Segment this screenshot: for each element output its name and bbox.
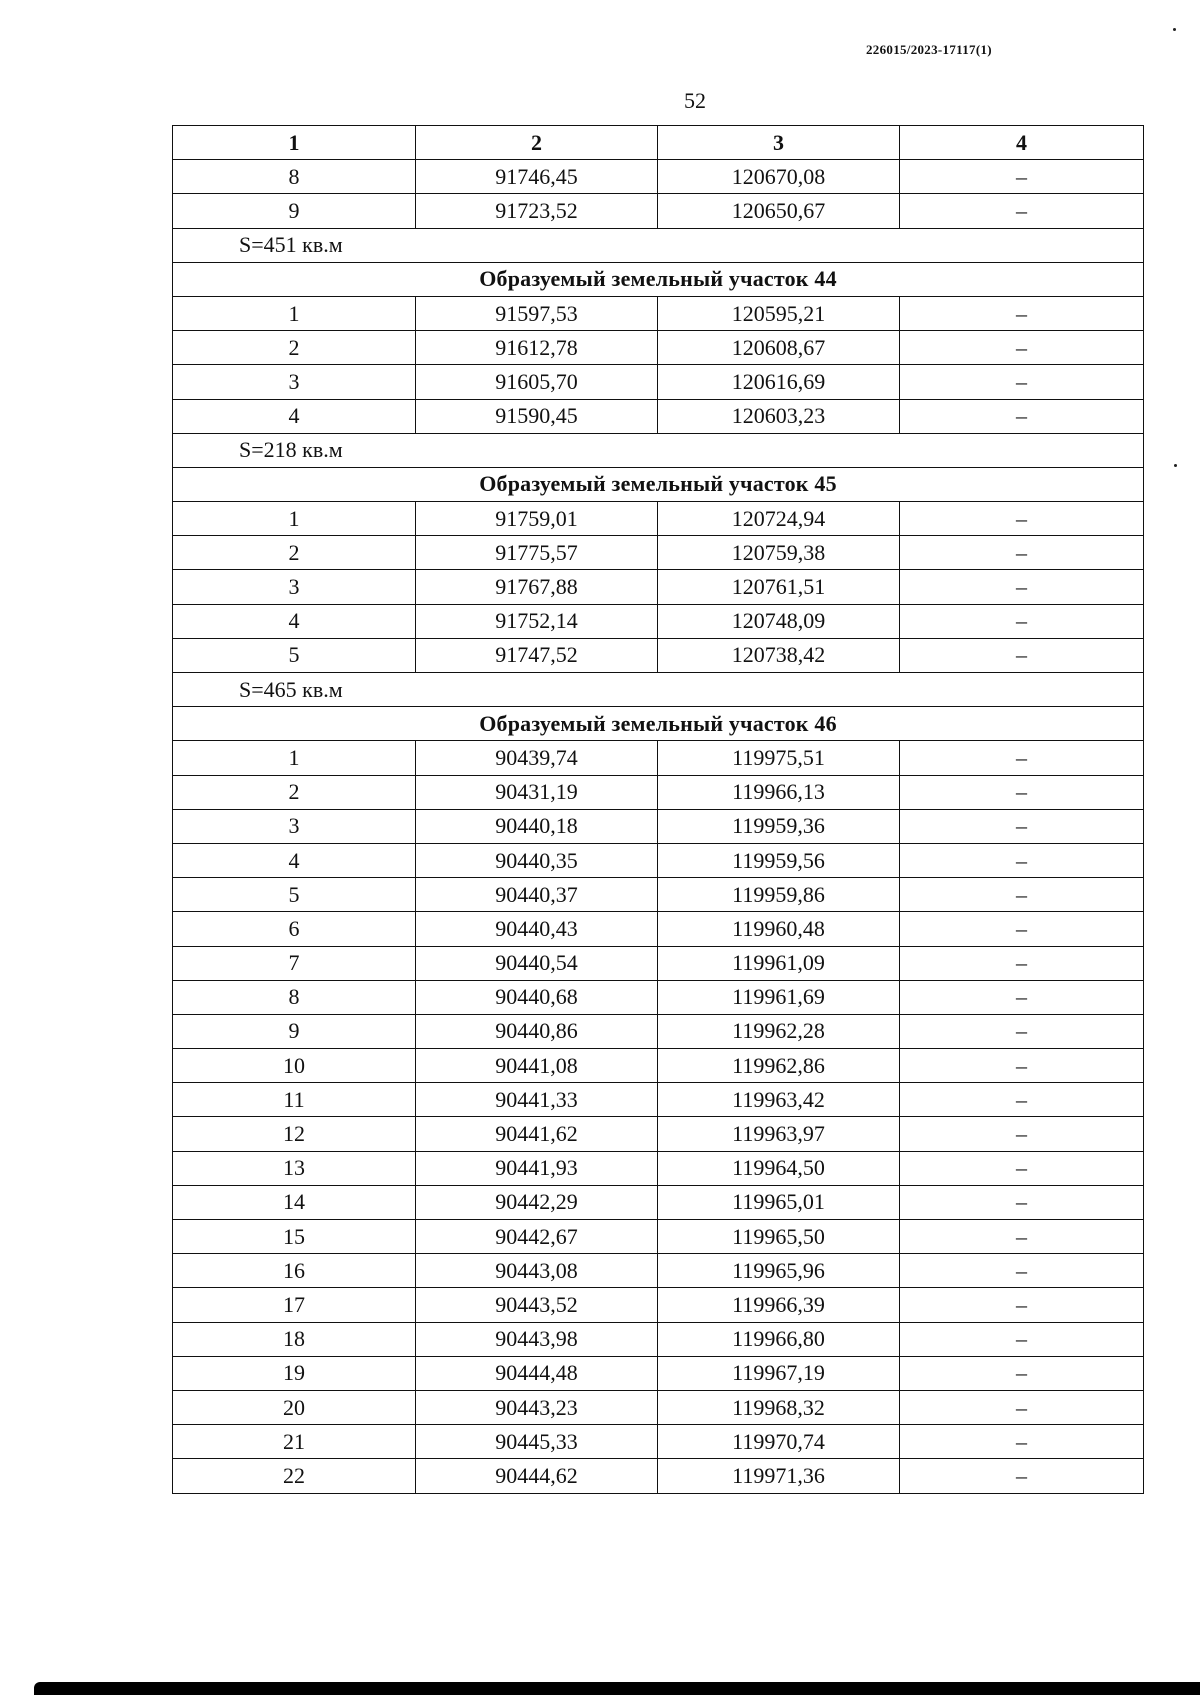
note-cell: – (900, 1049, 1144, 1083)
point-number-cell: 5 (173, 638, 416, 672)
x-coordinate-cell: 91767,88 (416, 570, 658, 604)
point-number-cell: 9 (173, 194, 416, 228)
x-coordinate-cell: 90440,54 (416, 946, 658, 980)
x-coordinate-cell: 90440,43 (416, 912, 658, 946)
note-cell: – (900, 1356, 1144, 1390)
x-coordinate-cell: 90441,33 (416, 1083, 658, 1117)
x-coordinate-cell: 90440,35 (416, 843, 658, 877)
y-coordinate-cell: 119959,86 (658, 878, 900, 912)
point-number-cell: 4 (173, 399, 416, 433)
table-row (173, 1356, 1144, 1390)
y-coordinate-cell: 119967,19 (658, 1356, 900, 1390)
table-row (173, 1425, 1144, 1459)
scan-bottom-edge (34, 1682, 1200, 1695)
note-cell: – (900, 809, 1144, 843)
parcel-section-title: Образуемый земельный участок 46 (173, 707, 1144, 741)
note-cell: – (900, 1151, 1144, 1185)
y-coordinate-cell: 119965,01 (658, 1185, 900, 1219)
x-coordinate-cell: 90444,62 (416, 1459, 658, 1493)
y-coordinate-cell: 119968,32 (658, 1390, 900, 1424)
y-coordinate-cell: 120608,67 (658, 331, 900, 365)
note-cell: – (900, 502, 1144, 536)
y-coordinate-cell: 119966,80 (658, 1322, 900, 1356)
table-row (173, 1220, 1144, 1254)
note-cell: – (900, 365, 1144, 399)
y-coordinate-cell: 119965,96 (658, 1254, 900, 1288)
x-coordinate-cell: 90440,37 (416, 878, 658, 912)
point-number-cell: 3 (173, 570, 416, 604)
note-cell: – (900, 843, 1144, 877)
x-coordinate-cell: 91597,53 (416, 296, 658, 330)
table-row (173, 1322, 1144, 1356)
y-coordinate-cell: 119961,09 (658, 946, 900, 980)
x-coordinate-cell: 90442,67 (416, 1220, 658, 1254)
y-coordinate-cell: 120724,94 (658, 502, 900, 536)
table-row (173, 878, 1144, 912)
point-number-cell: 21 (173, 1425, 416, 1459)
x-coordinate-cell: 90441,08 (416, 1049, 658, 1083)
y-coordinate-cell: 119965,50 (658, 1220, 900, 1254)
area-row (173, 673, 1144, 707)
note-cell: – (900, 775, 1144, 809)
note-cell: – (900, 1117, 1144, 1151)
table-body (173, 160, 1144, 1493)
note-cell: – (900, 570, 1144, 604)
note-cell: – (900, 194, 1144, 228)
y-coordinate-cell: 120595,21 (658, 296, 900, 330)
x-coordinate-cell: 90442,29 (416, 1185, 658, 1219)
x-coordinate-cell: 91747,52 (416, 638, 658, 672)
point-number-cell: 3 (173, 365, 416, 399)
y-coordinate-cell: 119963,97 (658, 1117, 900, 1151)
area-row (173, 433, 1144, 467)
y-coordinate-cell: 119970,74 (658, 1425, 900, 1459)
note-cell: – (900, 741, 1144, 775)
note-cell: – (900, 912, 1144, 946)
note-cell: – (900, 878, 1144, 912)
point-number-cell: 4 (173, 604, 416, 638)
y-coordinate-cell: 120670,08 (658, 160, 900, 194)
point-number-cell: 2 (173, 536, 416, 570)
y-coordinate-cell: 120761,51 (658, 570, 900, 604)
note-cell: – (900, 1288, 1144, 1322)
table-row (173, 946, 1144, 980)
y-coordinate-cell: 119961,69 (658, 980, 900, 1014)
x-coordinate-cell: 90440,18 (416, 809, 658, 843)
note-cell: – (900, 296, 1144, 330)
y-coordinate-cell: 120738,42 (658, 638, 900, 672)
point-number-cell: 14 (173, 1185, 416, 1219)
point-number-cell: 1 (173, 296, 416, 330)
note-cell: – (900, 1083, 1144, 1117)
x-coordinate-cell: 90441,62 (416, 1117, 658, 1151)
note-cell: – (900, 331, 1144, 365)
section-title-row (173, 262, 1144, 296)
note-cell: – (900, 1185, 1144, 1219)
y-coordinate-cell: 119959,56 (658, 843, 900, 877)
column-header-4: 4 (900, 126, 1144, 160)
point-number-cell: 18 (173, 1322, 416, 1356)
parcel-area-label: S=465 кв.м (173, 673, 1144, 707)
table-row (173, 980, 1144, 1014)
point-number-cell: 12 (173, 1117, 416, 1151)
x-coordinate-cell: 91746,45 (416, 160, 658, 194)
y-coordinate-cell: 119962,86 (658, 1049, 900, 1083)
point-number-cell: 4 (173, 843, 416, 877)
y-coordinate-cell: 119960,48 (658, 912, 900, 946)
x-coordinate-cell: 90445,33 (416, 1425, 658, 1459)
area-row (173, 228, 1144, 262)
y-coordinate-cell: 119975,51 (658, 741, 900, 775)
y-coordinate-cell: 119971,36 (658, 1459, 900, 1493)
x-coordinate-cell: 90443,08 (416, 1254, 658, 1288)
point-number-cell: 3 (173, 809, 416, 843)
point-number-cell: 15 (173, 1220, 416, 1254)
y-coordinate-cell: 120616,69 (658, 365, 900, 399)
y-coordinate-cell: 120759,38 (658, 536, 900, 570)
note-cell: – (900, 1425, 1144, 1459)
point-number-cell: 10 (173, 1049, 416, 1083)
y-coordinate-cell: 120748,09 (658, 604, 900, 638)
point-number-cell: 16 (173, 1254, 416, 1288)
table-row (173, 1083, 1144, 1117)
note-cell: – (900, 399, 1144, 433)
x-coordinate-cell: 90444,48 (416, 1356, 658, 1390)
point-number-cell: 2 (173, 331, 416, 365)
point-number-cell: 6 (173, 912, 416, 946)
point-number-cell: 11 (173, 1083, 416, 1117)
table-row (173, 1117, 1144, 1151)
parcel-area-label: S=451 кв.м (173, 228, 1144, 262)
note-cell: – (900, 1220, 1144, 1254)
point-number-cell: 8 (173, 160, 416, 194)
x-coordinate-cell: 91605,70 (416, 365, 658, 399)
point-number-cell: 17 (173, 1288, 416, 1322)
point-number-cell: 9 (173, 1014, 416, 1048)
coordinates-table (172, 125, 1144, 1494)
table-row (173, 775, 1144, 809)
point-number-cell: 2 (173, 775, 416, 809)
table-row (173, 843, 1144, 877)
point-number-cell: 8 (173, 980, 416, 1014)
point-number-cell: 22 (173, 1459, 416, 1493)
parcel-area-label: S=218 кв.м (173, 433, 1144, 467)
note-cell: – (900, 1322, 1144, 1356)
x-coordinate-cell: 90439,74 (416, 741, 658, 775)
scan-speck-middle (1174, 464, 1177, 467)
parcel-section-title: Образуемый земельный участок 45 (173, 467, 1144, 501)
document-registration-number: 226015/2023-17117(1) (866, 42, 992, 57)
x-coordinate-cell: 91775,57 (416, 536, 658, 570)
section-title-row (173, 707, 1144, 741)
table-row (173, 741, 1144, 775)
y-coordinate-cell: 119966,39 (658, 1288, 900, 1322)
note-cell: – (900, 160, 1144, 194)
y-coordinate-cell: 119962,28 (658, 1014, 900, 1048)
section-title-row (173, 467, 1144, 501)
x-coordinate-cell: 91759,01 (416, 502, 658, 536)
table-row (173, 1014, 1144, 1048)
table-row (173, 1459, 1144, 1493)
table-row (173, 604, 1144, 638)
table-row (173, 1254, 1144, 1288)
table-row (173, 1288, 1144, 1322)
point-number-cell: 13 (173, 1151, 416, 1185)
page-number: 52 (684, 88, 706, 113)
table-row (173, 399, 1144, 433)
table-row (173, 1049, 1144, 1083)
y-coordinate-cell: 119963,42 (658, 1083, 900, 1117)
x-coordinate-cell: 90443,52 (416, 1288, 658, 1322)
y-coordinate-cell: 120603,23 (658, 399, 900, 433)
note-cell: – (900, 980, 1144, 1014)
x-coordinate-cell: 91752,14 (416, 604, 658, 638)
column-header-3: 3 (658, 126, 900, 160)
scan-speck-top (1173, 28, 1176, 31)
point-number-cell: 1 (173, 741, 416, 775)
table-row (173, 194, 1144, 228)
table-row (173, 912, 1144, 946)
x-coordinate-cell: 90440,86 (416, 1014, 658, 1048)
x-coordinate-cell: 90443,23 (416, 1390, 658, 1424)
note-cell: – (900, 1254, 1144, 1288)
table-row (173, 1151, 1144, 1185)
table-row (173, 536, 1144, 570)
point-number-cell: 19 (173, 1356, 416, 1390)
table-row (173, 365, 1144, 399)
note-cell: – (900, 604, 1144, 638)
note-cell: – (900, 1390, 1144, 1424)
table-row (173, 1390, 1144, 1424)
parcel-section-title: Образуемый земельный участок 44 (173, 262, 1144, 296)
table-row (173, 502, 1144, 536)
column-header-2: 2 (416, 126, 658, 160)
y-coordinate-cell: 119966,13 (658, 775, 900, 809)
point-number-cell: 20 (173, 1390, 416, 1424)
table-row (173, 1185, 1144, 1219)
x-coordinate-cell: 91612,78 (416, 331, 658, 365)
table-row (173, 809, 1144, 843)
y-coordinate-cell: 119964,50 (658, 1151, 900, 1185)
x-coordinate-cell: 91723,52 (416, 194, 658, 228)
note-cell: – (900, 1459, 1144, 1493)
x-coordinate-cell: 90440,68 (416, 980, 658, 1014)
point-number-cell: 7 (173, 946, 416, 980)
x-coordinate-cell: 90431,19 (416, 775, 658, 809)
note-cell: – (900, 946, 1144, 980)
table-row (173, 570, 1144, 604)
x-coordinate-cell: 90443,98 (416, 1322, 658, 1356)
point-number-cell: 1 (173, 502, 416, 536)
column-header-1: 1 (173, 126, 416, 160)
table-row (173, 160, 1144, 194)
table-header-row (173, 126, 1144, 160)
y-coordinate-cell: 119959,36 (658, 809, 900, 843)
x-coordinate-cell: 90441,93 (416, 1151, 658, 1185)
table-row (173, 638, 1144, 672)
point-number-cell: 5 (173, 878, 416, 912)
y-coordinate-cell: 120650,67 (658, 194, 900, 228)
note-cell: – (900, 1014, 1144, 1048)
table-row (173, 331, 1144, 365)
note-cell: – (900, 638, 1144, 672)
x-coordinate-cell: 91590,45 (416, 399, 658, 433)
note-cell: – (900, 536, 1144, 570)
table-row (173, 296, 1144, 330)
